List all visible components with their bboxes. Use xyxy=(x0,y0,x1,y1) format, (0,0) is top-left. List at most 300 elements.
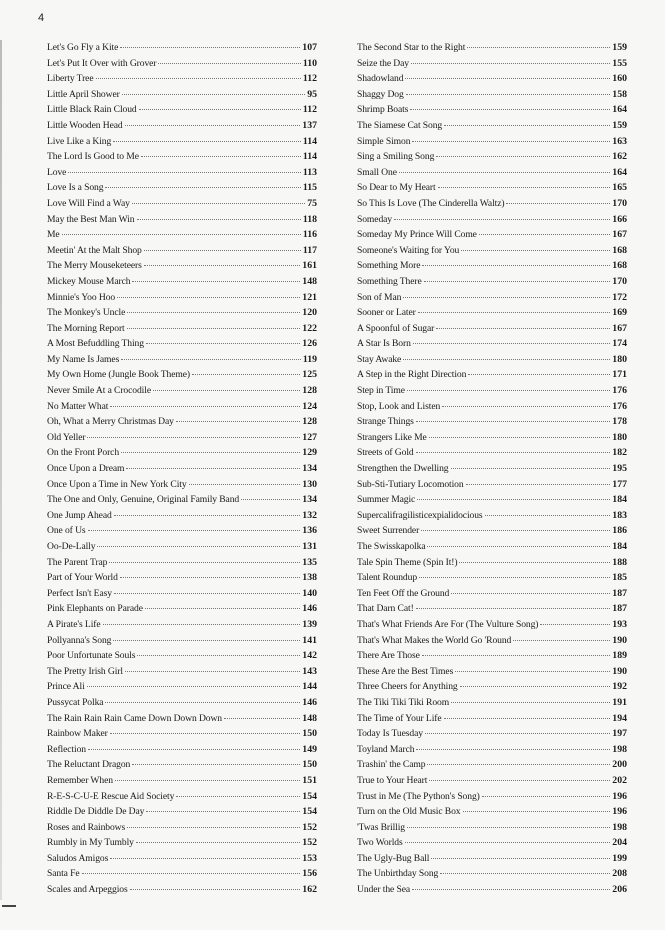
index-entry xyxy=(357,243,627,259)
entry-page-number: 155 xyxy=(612,57,627,69)
dot-leader xyxy=(422,264,610,266)
entry-title: Pink Elephants on Parade xyxy=(47,603,143,615)
entry-page-number: 166 xyxy=(612,213,627,225)
entry-title: Little Black Rain Cloud xyxy=(47,104,137,116)
dot-leader xyxy=(125,124,301,126)
entry-page-number: 117 xyxy=(302,244,317,256)
dot-leader xyxy=(405,77,610,79)
dot-leader xyxy=(110,732,301,734)
index-entry xyxy=(357,882,627,898)
entry-page-number: 185 xyxy=(612,572,627,584)
index-entry xyxy=(47,711,317,727)
entry-title: Mickey Mouse March xyxy=(47,275,131,287)
entry-title: Riddle De Diddle De Day xyxy=(47,806,145,818)
index-entry xyxy=(357,414,627,430)
index-entry xyxy=(357,40,627,56)
index-entry xyxy=(357,648,627,664)
dot-leader xyxy=(96,77,301,79)
dot-leader xyxy=(407,389,610,391)
index-entry xyxy=(357,321,627,337)
dot-leader xyxy=(137,654,300,656)
index-entry xyxy=(47,71,317,87)
entry-page-number: 152 xyxy=(302,821,317,833)
entry-title: Son of Man xyxy=(357,291,402,303)
entry-title: Never Smile At a Crocodile xyxy=(47,385,151,397)
entry-title: Talent Roundup xyxy=(357,572,418,584)
entry-page-number: 126 xyxy=(302,338,317,350)
dot-leader xyxy=(407,826,610,828)
index-entry xyxy=(47,773,317,789)
entry-title: Reflection xyxy=(47,743,86,755)
entry-page-number: 180 xyxy=(612,353,627,365)
dot-leader xyxy=(132,763,300,765)
entry-title: Let's Go Fly a Kite xyxy=(47,42,119,53)
dot-leader xyxy=(403,296,610,298)
index-entry xyxy=(47,352,317,368)
entry-page-number: 187 xyxy=(612,603,627,615)
index-entry xyxy=(357,477,627,493)
index-entry xyxy=(47,866,317,882)
entry-page-number: 149 xyxy=(302,743,317,755)
dot-leader xyxy=(451,467,611,469)
dot-leader xyxy=(427,545,610,547)
entry-page-number: 198 xyxy=(612,821,627,833)
index-column-left xyxy=(47,40,317,898)
entry-title: Part of Your World xyxy=(47,572,118,584)
index-entry xyxy=(357,539,627,555)
dot-leader xyxy=(451,592,610,594)
index-entry xyxy=(47,180,317,196)
entry-title: That's What Friends Are For (The Vulture Song) xyxy=(357,618,539,630)
dot-leader xyxy=(127,327,301,329)
index-entry xyxy=(357,695,627,711)
dot-leader xyxy=(419,576,610,578)
entry-page-number: 128 xyxy=(302,385,317,397)
entry-page-number: 151 xyxy=(302,774,317,786)
entry-page-number: 204 xyxy=(612,837,627,849)
entry-title: The Unbirthday Song xyxy=(357,868,439,880)
entry-title: Someday My Prince Will Come xyxy=(357,229,477,241)
entry-title: Love xyxy=(47,166,67,178)
entry-page-number: 127 xyxy=(302,431,317,443)
dot-leader xyxy=(224,717,300,719)
entry-title: Prince Ali xyxy=(47,681,85,693)
entry-title: Ten Feet Off the Ground xyxy=(357,587,450,599)
entry-title: Love Will Find a Way xyxy=(47,197,130,209)
entry-page-number: 200 xyxy=(612,759,627,771)
index-entry xyxy=(357,789,627,805)
entry-title: Let's Put It Over with Grover xyxy=(47,57,157,69)
dot-leader xyxy=(429,779,610,781)
index-entry xyxy=(357,367,627,383)
index-entry xyxy=(357,664,627,680)
entry-page-number: 128 xyxy=(302,416,317,428)
entry-title: Poor Unfortunate Souls xyxy=(47,650,136,662)
dot-leader xyxy=(403,358,610,360)
entry-page-number: 197 xyxy=(612,728,627,740)
dot-leader xyxy=(406,93,611,95)
dot-leader xyxy=(121,451,300,453)
entry-title: Oh, What a Merry Christmas Day xyxy=(47,416,174,428)
dot-leader xyxy=(444,124,610,126)
dot-leader xyxy=(120,46,300,48)
index-entry xyxy=(47,835,317,851)
index-entry xyxy=(47,820,317,836)
entry-page-number: 140 xyxy=(302,587,317,599)
index-entry xyxy=(47,664,317,680)
index-entry xyxy=(47,134,317,150)
dot-leader xyxy=(110,857,300,859)
entry-title: Shrimp Boats xyxy=(357,104,409,116)
dot-leader xyxy=(176,420,300,422)
entry-title: No Matter What xyxy=(47,400,109,412)
index-entry xyxy=(47,742,317,758)
entry-page-number: 184 xyxy=(612,494,627,506)
entry-title: These Are the Best Times xyxy=(357,665,454,677)
index-entry xyxy=(47,570,317,586)
dot-leader xyxy=(461,249,610,251)
dot-leader xyxy=(176,795,300,797)
dot-leader xyxy=(68,171,301,173)
index-entry xyxy=(357,196,627,212)
dot-leader xyxy=(62,233,301,235)
entry-title: Under the Sea xyxy=(357,884,411,896)
entry-title: The Tiki Tiki Tiki Room xyxy=(357,696,450,708)
entry-page-number: 186 xyxy=(612,525,627,537)
index-entry xyxy=(357,492,627,508)
entry-page-number: 162 xyxy=(612,151,627,163)
index-entry xyxy=(47,40,317,56)
dot-leader xyxy=(482,795,611,797)
entry-page-number: 129 xyxy=(302,447,317,459)
dot-leader xyxy=(127,826,300,828)
entry-page-number: 118 xyxy=(302,213,317,225)
dot-leader xyxy=(422,654,611,656)
index-entry xyxy=(47,617,317,633)
page-left-edge xyxy=(0,40,2,900)
dot-leader xyxy=(416,420,611,422)
entry-title: Strangers Like Me xyxy=(357,431,427,443)
index-entry xyxy=(47,290,317,306)
dot-leader xyxy=(416,607,611,609)
index-entry xyxy=(47,305,317,321)
entry-title: Meetin' At the Malt Shop xyxy=(47,244,142,256)
index-entry xyxy=(357,305,627,321)
entry-page-number: 142 xyxy=(302,650,317,662)
entry-title: Shadowland xyxy=(357,73,404,85)
index-entry xyxy=(357,227,627,243)
entry-title: Simple Simon xyxy=(357,135,411,147)
entry-title: Santa Fe xyxy=(47,868,80,880)
index-entry xyxy=(357,180,627,196)
entry-title: The Swisskapolka xyxy=(357,541,426,552)
index-entry xyxy=(47,243,317,259)
dot-leader xyxy=(418,311,611,313)
index-entry xyxy=(47,118,317,134)
entry-title: Once Upon a Time in New York City xyxy=(47,478,187,490)
index-entry xyxy=(47,87,317,103)
entry-page-number: 146 xyxy=(302,603,317,615)
entry-page-number: 112 xyxy=(302,104,317,116)
entry-page-number: 110 xyxy=(302,57,317,69)
entry-page-number: 162 xyxy=(302,884,317,896)
dot-leader xyxy=(105,186,300,188)
index-entry xyxy=(47,477,317,493)
index-entry xyxy=(357,87,627,103)
entry-page-number: 130 xyxy=(302,478,317,490)
entry-page-number: 159 xyxy=(612,119,627,131)
entry-title: Small One xyxy=(357,166,397,178)
index-entry xyxy=(47,414,317,430)
dot-leader xyxy=(413,342,611,344)
index-entry xyxy=(47,149,317,165)
entry-page-number: 183 xyxy=(612,509,627,521)
entry-title: Rainbow Maker xyxy=(47,728,108,740)
dot-leader xyxy=(105,701,300,703)
entry-page-number: 163 xyxy=(612,135,627,147)
entry-page-number: 153 xyxy=(302,852,317,864)
dot-leader xyxy=(127,311,300,313)
dot-leader xyxy=(424,280,611,282)
index-entry xyxy=(357,726,627,742)
entry-page-number: 194 xyxy=(612,712,627,724)
dot-leader xyxy=(126,467,300,469)
entry-page-number: 199 xyxy=(612,852,627,864)
entry-page-number: 138 xyxy=(302,572,317,584)
entry-title: The Lord Is Good to Me xyxy=(47,151,139,163)
index-entry xyxy=(47,56,317,72)
dot-leader xyxy=(87,685,301,687)
entry-page-number: 167 xyxy=(612,322,627,334)
page-number: 4 xyxy=(38,12,45,24)
entry-page-number: 135 xyxy=(302,556,317,568)
entry-page-number: 190 xyxy=(612,634,627,646)
entry-title: Trashin' the Camp xyxy=(357,759,426,771)
entry-page-number: 187 xyxy=(612,587,627,599)
index-entry xyxy=(357,711,627,727)
entry-title: There Are Those xyxy=(357,650,420,662)
dot-leader xyxy=(438,186,611,188)
entry-page-number: 156 xyxy=(302,868,317,880)
dot-leader xyxy=(153,389,300,391)
index-entry xyxy=(357,461,627,477)
entry-title: A Pirate's Life xyxy=(47,618,101,630)
dot-leader xyxy=(440,872,610,874)
entry-page-number: 170 xyxy=(612,197,627,209)
dot-leader xyxy=(144,249,301,251)
entry-title: My Own Home (Jungle Book Theme) xyxy=(47,369,191,381)
entry-title: Love Is a Song xyxy=(47,182,104,194)
entry-title: The Reluctant Dragon xyxy=(47,759,131,771)
dot-leader xyxy=(97,545,300,547)
entry-page-number: 176 xyxy=(612,385,627,397)
entry-page-number: 176 xyxy=(612,400,627,412)
dot-leader xyxy=(82,872,301,874)
entry-title: The Siamese Cat Song xyxy=(357,119,443,131)
dot-leader xyxy=(540,623,610,625)
entry-title: Two Worlds xyxy=(357,837,403,849)
entry-title: Tale Spin Theme (Spin It!) xyxy=(357,556,458,568)
index-entry xyxy=(357,742,627,758)
dot-leader xyxy=(114,514,301,516)
dot-leader xyxy=(192,373,300,375)
dot-leader xyxy=(139,108,301,110)
index-entry xyxy=(47,258,317,274)
entry-title: Streets of Gold xyxy=(357,447,414,459)
index-entry xyxy=(47,851,317,867)
index-entry xyxy=(47,399,317,415)
entry-title: Roses and Rainbows xyxy=(47,821,126,833)
entry-title: Turn on the Old Music Box xyxy=(357,806,461,818)
entry-page-number: 177 xyxy=(612,478,627,490)
entry-page-number: 168 xyxy=(612,244,627,256)
index-entry xyxy=(357,383,627,399)
entry-title: 'Twas Brillig xyxy=(357,821,405,833)
index-entry xyxy=(47,227,317,243)
entry-page-number: 95 xyxy=(307,88,317,100)
entry-page-number: 196 xyxy=(612,790,627,802)
dot-leader xyxy=(109,561,300,563)
index-entry xyxy=(47,726,317,742)
dot-leader xyxy=(410,108,610,110)
dot-leader xyxy=(460,685,611,687)
entry-title: A Spoonful of Sugar xyxy=(357,322,435,334)
entry-page-number: 191 xyxy=(612,696,627,708)
index-entry xyxy=(47,633,317,649)
entry-page-number: 146 xyxy=(302,696,317,708)
entry-title: The Merry Mouseketeers xyxy=(47,260,142,272)
dot-leader xyxy=(429,436,611,438)
dot-leader xyxy=(431,857,610,859)
index-entry xyxy=(357,617,627,633)
entry-title: The Pretty Irish Girl xyxy=(47,665,123,677)
index-entry xyxy=(47,539,317,555)
entry-page-number: 182 xyxy=(612,447,627,459)
entry-title: Sweet Surrender xyxy=(357,525,420,537)
index-entry xyxy=(47,523,317,539)
entry-title: Scales and Arpeggios xyxy=(47,884,128,896)
index-entry xyxy=(357,336,627,352)
dot-leader xyxy=(466,483,611,485)
entry-page-number: 164 xyxy=(612,104,627,116)
entry-page-number: 143 xyxy=(302,665,317,677)
entry-title: Seize the Day xyxy=(357,57,409,69)
entry-title: Perfect Isn't Easy xyxy=(47,587,112,599)
entry-page-number: 196 xyxy=(612,806,627,818)
entry-page-number: 75 xyxy=(307,197,317,209)
entry-page-number: 150 xyxy=(302,728,317,740)
index-entry xyxy=(357,835,627,851)
dot-leader xyxy=(412,140,610,142)
entry-title: Supercalifragilisticexpialidocious xyxy=(357,509,483,521)
index-entry xyxy=(357,399,627,415)
index-entry xyxy=(357,118,627,134)
dot-leader xyxy=(399,171,610,173)
index-entry xyxy=(47,757,317,773)
entry-page-number: 169 xyxy=(612,307,627,319)
entry-page-number: 141 xyxy=(302,634,317,646)
dot-leader xyxy=(113,140,301,142)
entry-title: A Step in the Right Direction xyxy=(357,369,467,381)
entry-title: The Time of Your Life xyxy=(357,712,442,724)
entry-title: A Star Is Born xyxy=(357,338,411,350)
entry-title: R-E-S-C-U-E Rescue Aid Society xyxy=(47,790,175,802)
entry-page-number: 120 xyxy=(302,307,317,319)
entry-title: One Jump Ahead xyxy=(47,509,112,521)
dot-leader xyxy=(122,93,305,95)
entry-page-number: 168 xyxy=(612,260,627,272)
entry-title: My Name Is James xyxy=(47,353,120,365)
dot-leader xyxy=(427,763,610,765)
index-entry xyxy=(357,56,627,72)
index-entry xyxy=(357,820,627,836)
entry-page-number: 134 xyxy=(302,463,317,475)
entry-title: Old Yeller xyxy=(47,431,86,443)
entry-page-number: 172 xyxy=(612,291,627,303)
index-entry xyxy=(357,352,627,368)
dot-leader xyxy=(444,717,611,719)
dot-leader xyxy=(416,748,610,750)
dot-leader xyxy=(241,498,300,500)
entry-page-number: 158 xyxy=(612,88,627,100)
dot-leader xyxy=(412,888,610,890)
entry-page-number: 165 xyxy=(612,182,627,194)
dot-leader xyxy=(479,233,610,235)
entry-title: Someday xyxy=(357,213,393,225)
index-entry xyxy=(357,804,627,820)
index-column-right xyxy=(357,40,627,898)
entry-page-number: 134 xyxy=(302,494,317,506)
entry-page-number: 152 xyxy=(302,837,317,849)
entry-title: Three Cheers for Anything xyxy=(357,681,458,693)
entry-title: Liberty Tree xyxy=(47,73,94,85)
entry-page-number: 190 xyxy=(612,665,627,677)
entry-page-number: 148 xyxy=(302,712,317,724)
dot-leader xyxy=(141,155,301,157)
entry-title: Little Wooden Head xyxy=(47,119,123,131)
entry-title: Shaggy Dog xyxy=(357,88,404,100)
dot-leader xyxy=(459,561,610,563)
entry-page-number: 193 xyxy=(612,618,627,630)
dot-leader xyxy=(115,779,300,781)
dot-leader xyxy=(463,810,611,812)
entry-page-number: 113 xyxy=(302,166,317,178)
entry-page-number: 170 xyxy=(612,275,627,287)
dot-leader xyxy=(146,342,300,344)
dot-leader xyxy=(130,888,301,890)
entry-page-number: 160 xyxy=(612,73,627,85)
entry-title: That's What Makes the World Go 'Round xyxy=(357,634,512,646)
dot-leader xyxy=(132,202,305,204)
entry-title: Stop, Look and Listen xyxy=(357,400,441,412)
index-entry xyxy=(47,789,317,805)
index-entry xyxy=(47,430,317,446)
entry-page-number: 124 xyxy=(302,400,317,412)
index-entry xyxy=(357,149,627,165)
index-entry xyxy=(47,508,317,524)
entry-title: May the Best Man Win xyxy=(47,213,135,225)
index-entry xyxy=(47,555,317,571)
index-entry xyxy=(357,773,627,789)
index-entry xyxy=(47,102,317,118)
entry-page-number: 184 xyxy=(612,541,627,552)
entry-title: That Darn Cat! xyxy=(357,603,414,615)
bottom-edge-mark xyxy=(2,905,16,907)
entry-page-number: 139 xyxy=(302,618,317,630)
index-entry xyxy=(47,586,317,602)
entry-page-number: 195 xyxy=(612,463,627,475)
entry-page-number: 136 xyxy=(302,525,317,537)
